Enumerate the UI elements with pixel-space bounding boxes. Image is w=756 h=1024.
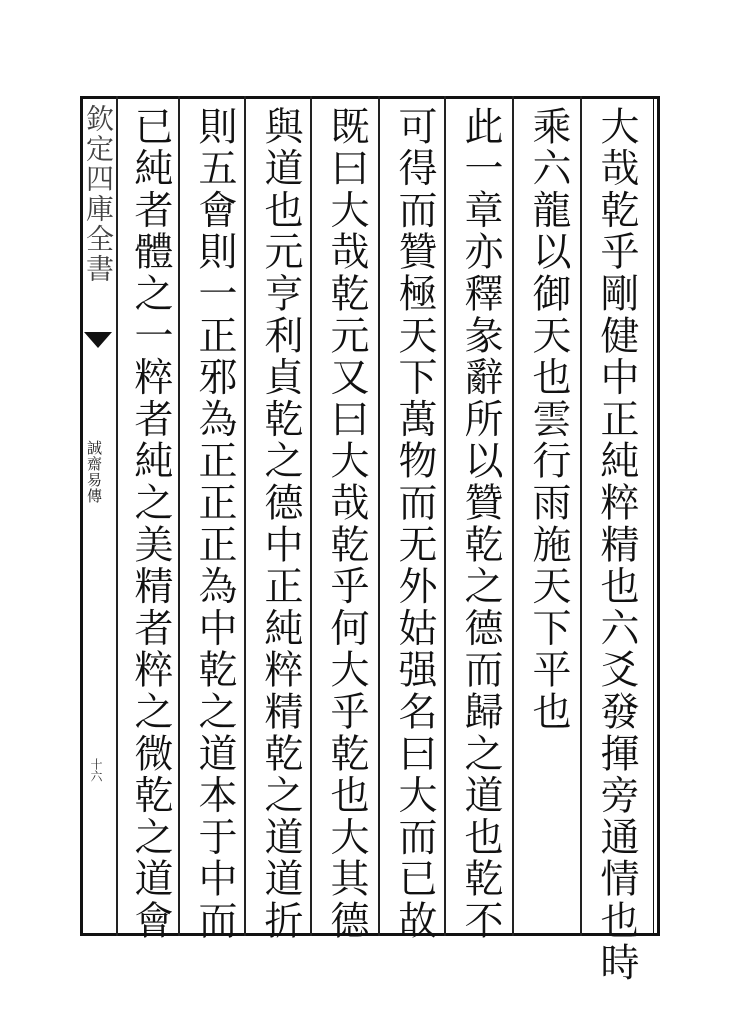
- column-rule: [580, 96, 582, 936]
- border-inner-line: [653, 96, 654, 936]
- text-column: 大哉乾乎剛健中正純粹精也六爻發揮旁通情也時: [594, 106, 639, 984]
- text-column: 可得而贊極天下萬物而无外姑强名曰大而已故: [392, 106, 437, 942]
- collection-title: 欽定四庫全書: [82, 104, 115, 284]
- column-rule: [116, 96, 118, 936]
- fishtail-mark-icon: [82, 330, 114, 350]
- text-column: 與道也元亨利貞乾之德中正純粹精乾之道道折: [258, 106, 303, 942]
- book-title: 誠齋易傳: [85, 440, 103, 504]
- column-rule: [244, 96, 246, 936]
- page-number: 十六: [89, 758, 103, 782]
- column-rule: [378, 96, 380, 936]
- column-rule: [310, 96, 312, 936]
- text-column: 乘六龍以御天也雲行雨施天下平也: [526, 106, 571, 733]
- text-column: 既曰大哉乾元又曰大哉乾乎何大乎乾也大其德: [324, 106, 369, 942]
- column-rule: [512, 96, 514, 936]
- column-rule: [178, 96, 180, 936]
- text-column: 此一章亦釋彖辭所以贊乾之德而歸之道也乾不: [458, 106, 503, 942]
- text-column: 已純者體之一粹者純之美精者粹之微乾之道會: [128, 106, 173, 942]
- text-column: 則五會則一正邪為正正正為中乾之道本于中而: [192, 106, 237, 942]
- column-rule: [444, 96, 446, 936]
